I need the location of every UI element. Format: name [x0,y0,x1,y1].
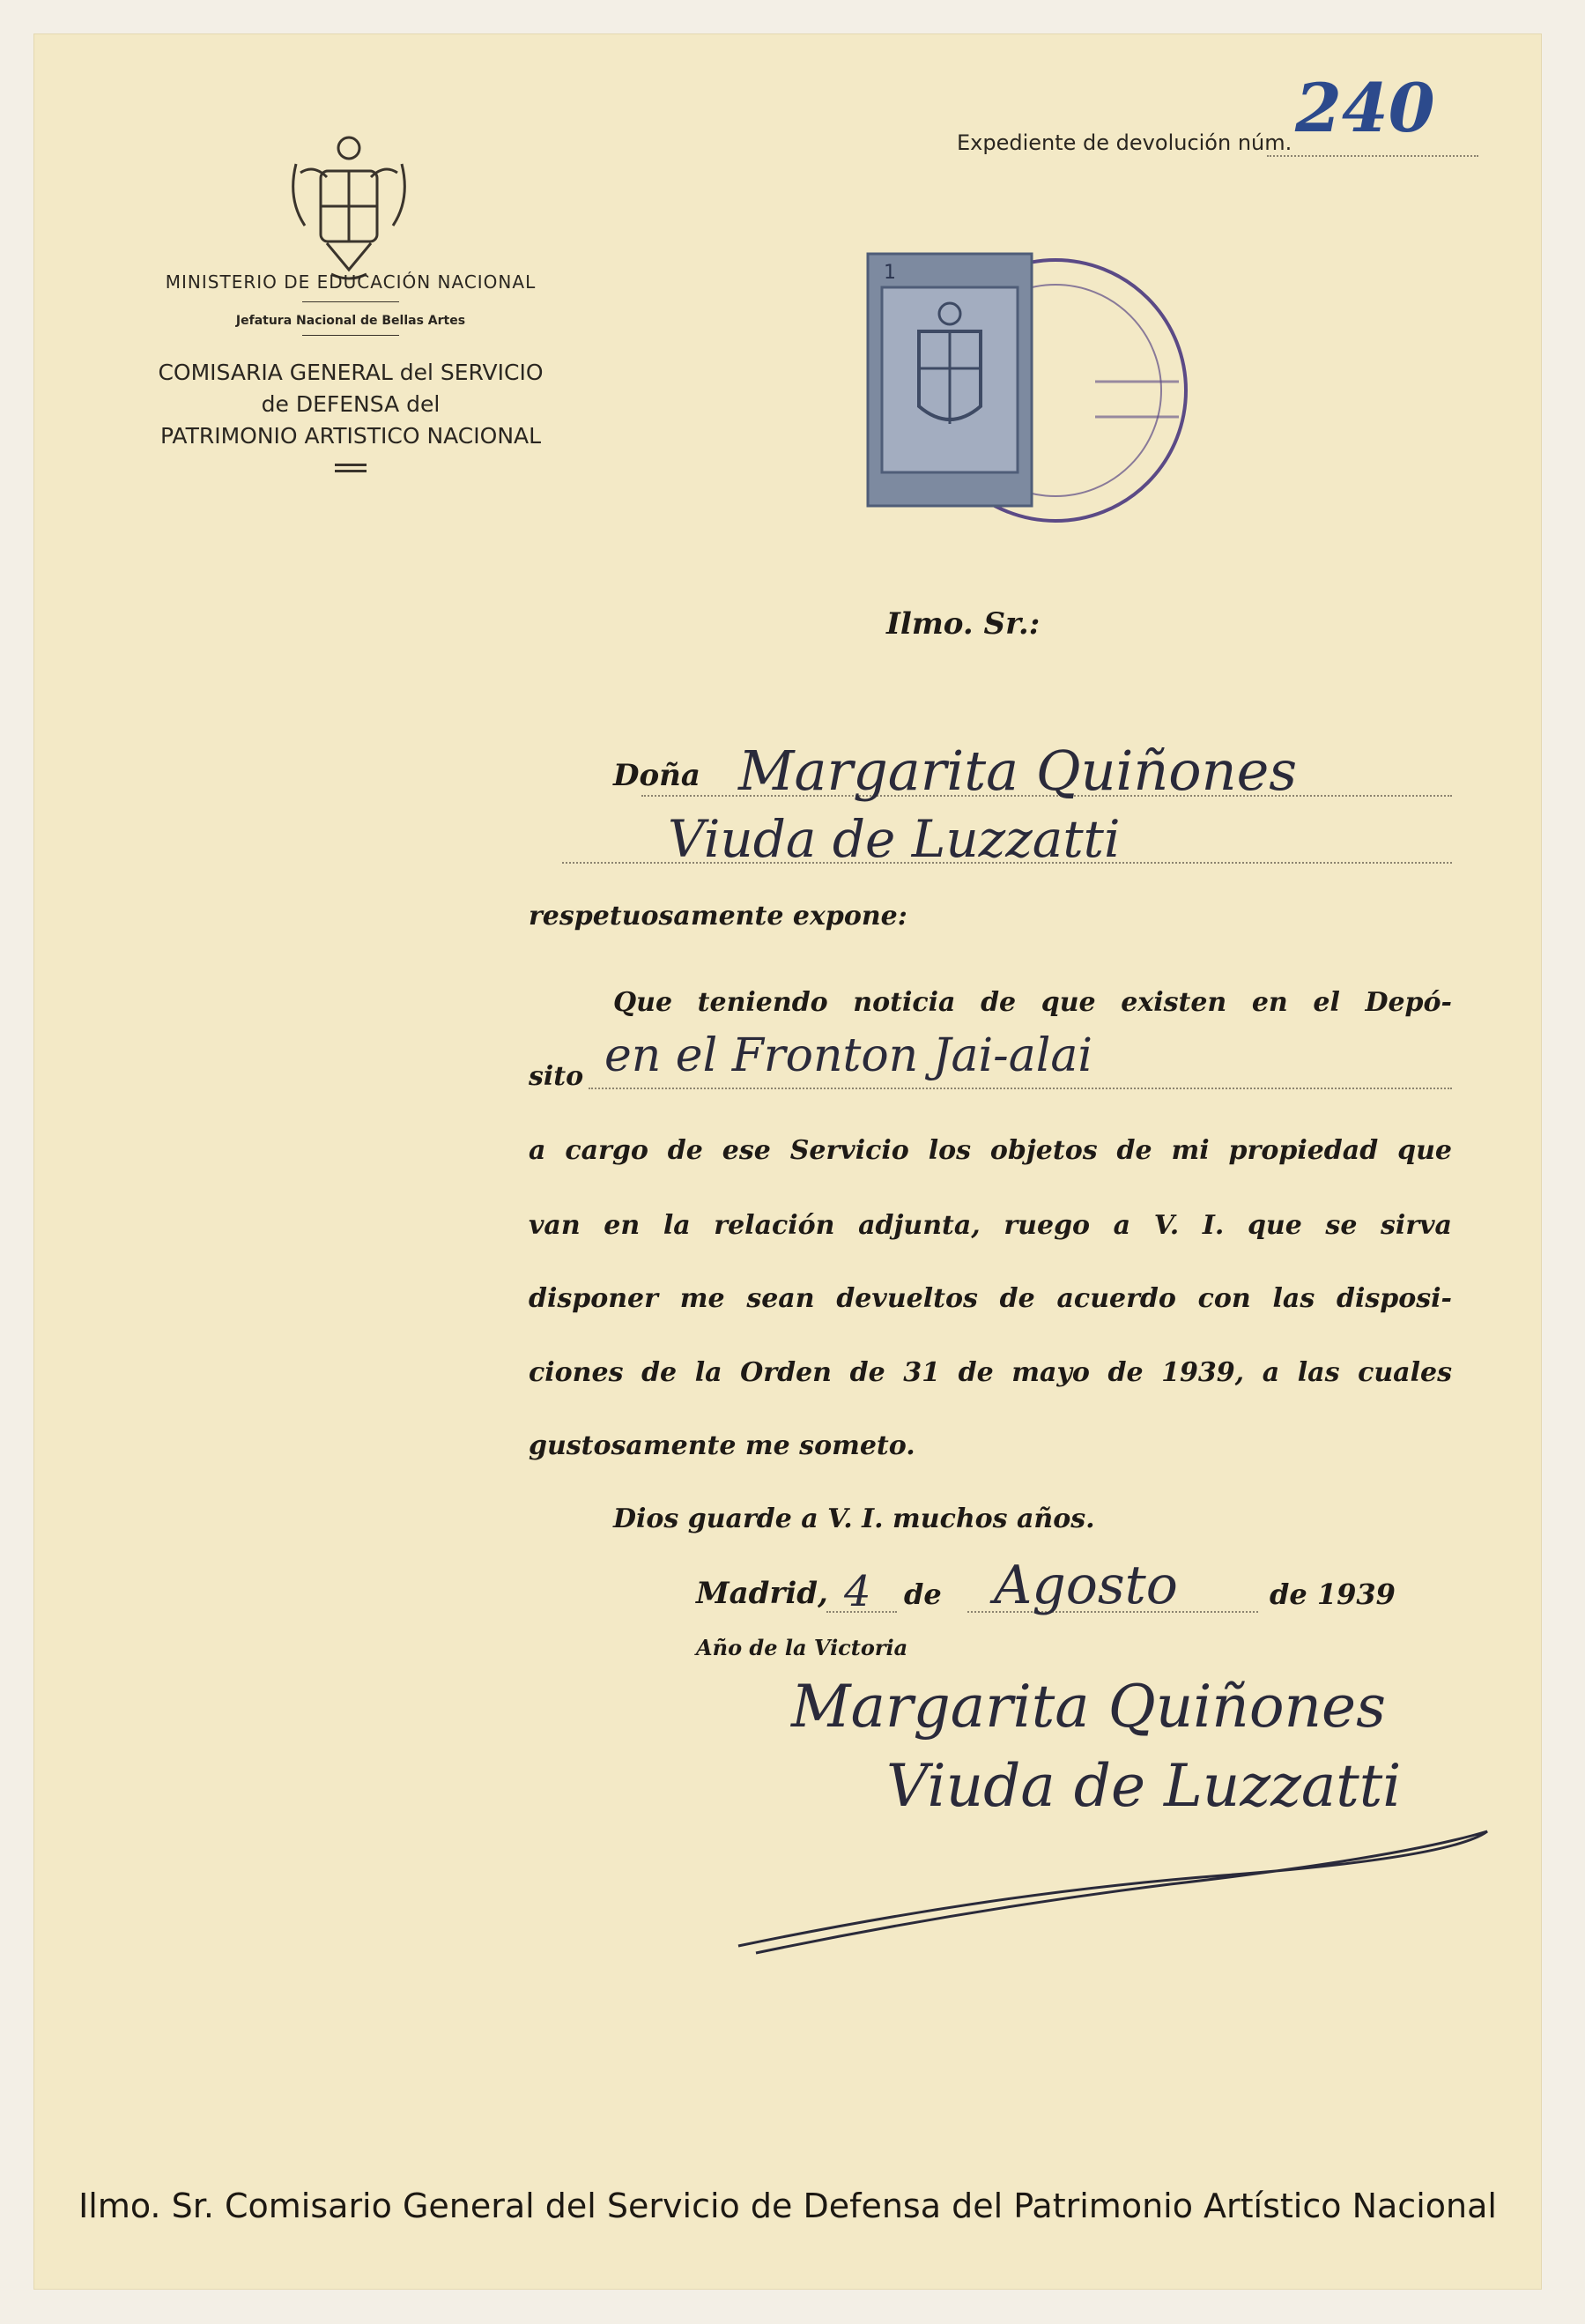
date-day: 4 [844,1567,871,1616]
deposit-location-handwritten: en el Fronton Jai-alai [604,1029,1092,1082]
revenue-stamp [866,252,1033,508]
petitioner-prefix: Doña [613,758,700,793]
letterhead-double-rule [335,470,367,472]
coat-of-arms-emblem [278,129,419,287]
salutation: Ilmo. Sr.: [886,606,1041,642]
letterhead-divider [302,301,399,302]
expediente-dotted-line [1267,155,1478,157]
date-year: de 1939 [1270,1578,1396,1611]
date-era: Año de la Victoria [696,1635,908,1660]
body-line-2-prefix: sito [529,1061,584,1092]
date-month: Agosto [994,1555,1178,1616]
body-line-6: ciones de la Orden de 31 de mayo de 1939, a las cuales [529,1357,1452,1388]
closing-formula: Dios guarde a V. I. muchos años. [613,1504,1095,1534]
expediente-number: 240 [1295,69,1435,147]
body-line-4: van en la relación adjunta, ruego a V. I. que se sirva [529,1210,1452,1241]
body-line-3: a cargo de ese Servicio los objetos de mi propiedad que [529,1135,1452,1166]
letterhead-double-rule [335,464,367,466]
svg-text:1: 1 [884,262,896,284]
petitioner-name-line1: Margarita Quiñones [738,739,1298,803]
deposit-location-dotted-line [589,1088,1452,1089]
signature-line2: Viuda de Luzzatti [886,1752,1402,1820]
document-page [33,33,1542,2290]
jefatura-heading: Jefatura Nacional de Bellas Artes [235,314,466,328]
date-city: Madrid, [696,1576,828,1611]
body-line-1: Que teniendo noticia de que existen en el Depó- [613,987,1452,1018]
ministry-heading: MINISTERIO DE EDUCACIÓN NACIONAL [165,271,537,293]
body-line-7: gustosamente me someto. [529,1430,915,1461]
letterhead-divider [302,335,399,336]
comisaria-heading-line1: COMISARIA GENERAL del SERVICIO [158,360,544,385]
addressee-footer: Ilmo. Sr. Comisario General del Servicio de Defensa del Patrimonio Artístico Nacional [78,2187,1497,2225]
body-intro: respetuosamente expone: [529,901,907,932]
date-de-1: de [904,1578,942,1611]
petitioner-name-line2: Viuda de Luzzatti [668,809,1121,869]
comisaria-heading-line2: de DEFENSA del [261,391,441,417]
expediente-label: Expediente de devolución núm. [957,130,1292,155]
signature-line1: Margarita Quiñones [791,1673,1386,1741]
body-line-5: disponer me sean devueltos de acuerdo con las disposi- [529,1283,1452,1314]
comisaria-heading-line3: PATRIMONIO ARTISTICO NACIONAL [159,423,542,449]
signature-flourish [730,1796,1505,1972]
